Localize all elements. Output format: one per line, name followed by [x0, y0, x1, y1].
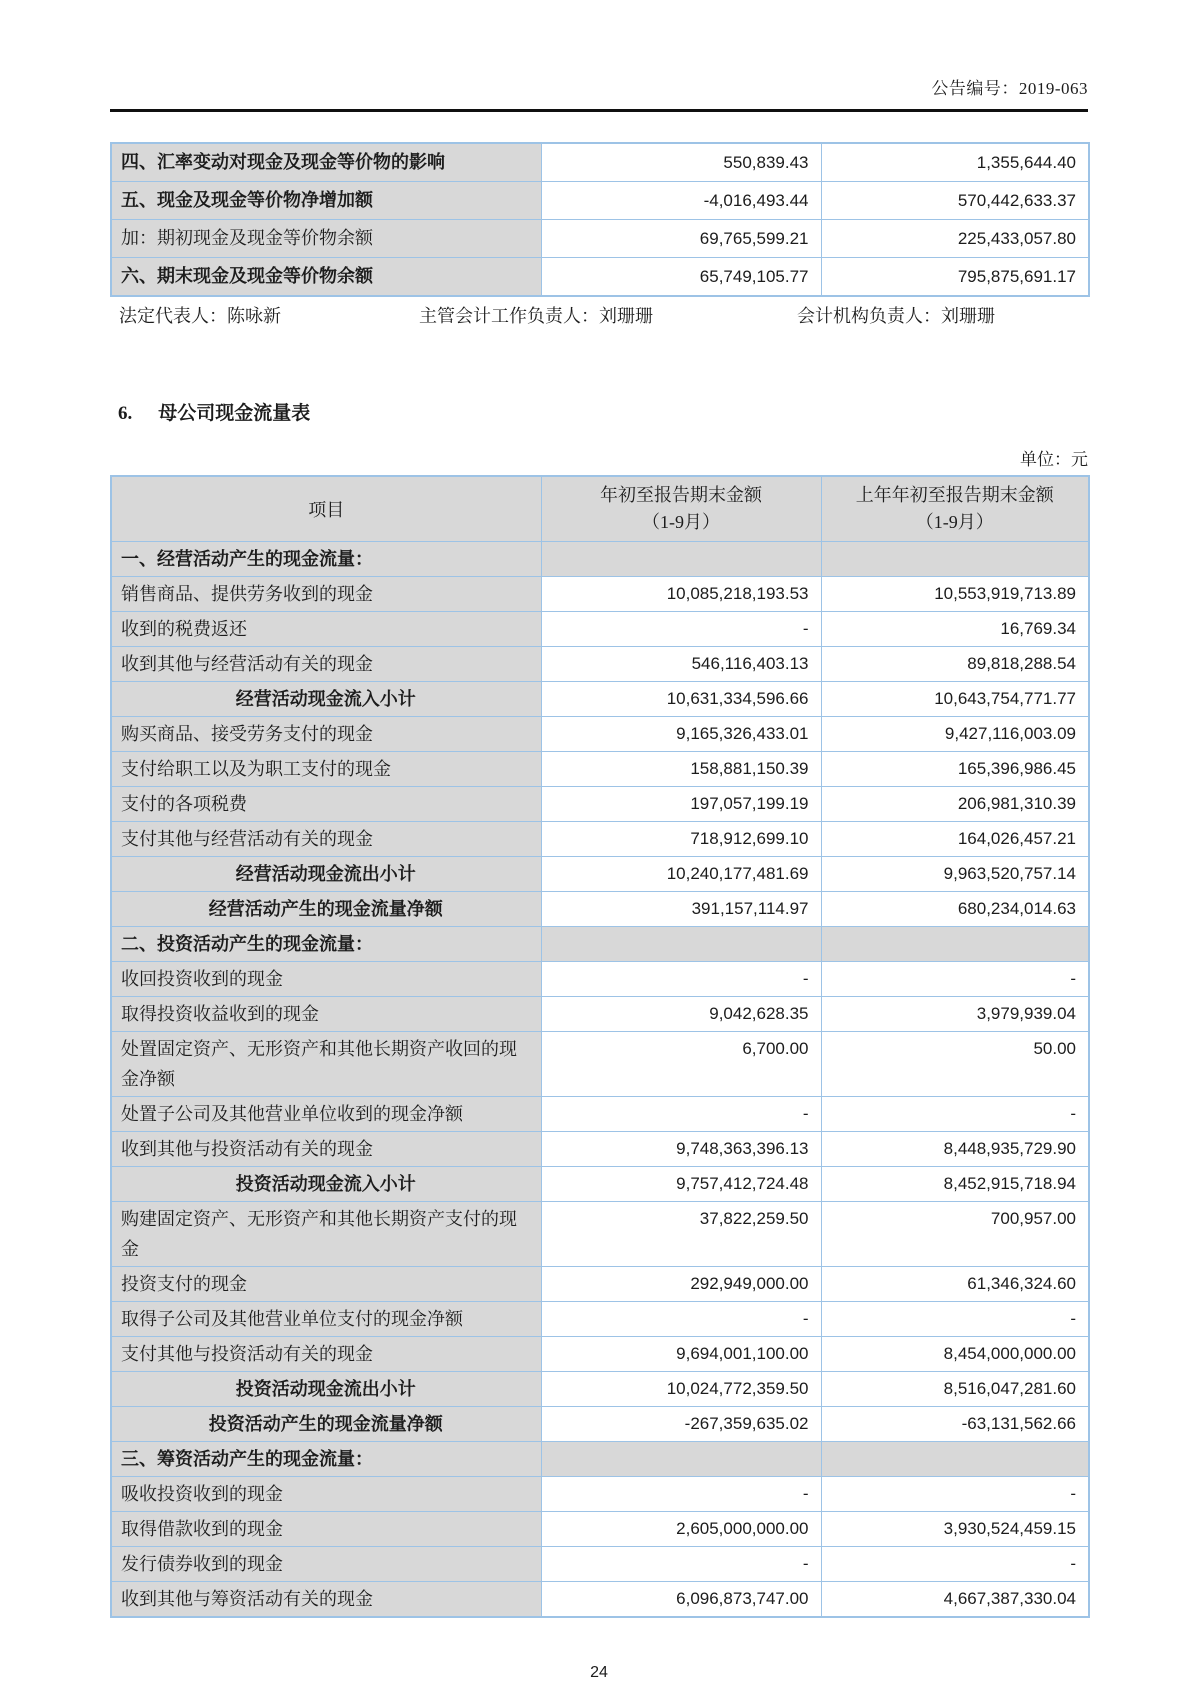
value-prior-period: 9,427,116,003.09 [821, 717, 1089, 752]
value-current-period: 37,822,259.50 [541, 1202, 821, 1267]
value-prior-period: 10,643,754,771.77 [821, 682, 1089, 717]
section-number: 6. [118, 403, 133, 424]
row-label: 吸收投资收到的现金 [111, 1477, 541, 1512]
table-row [111, 752, 1089, 787]
value-prior-period: 700,957.00 [821, 1202, 1089, 1267]
value-prior-period: 1,355,644.40 [821, 143, 1089, 182]
column-header-prior-period: 上年年初至报告期末金额 （1-9月） [821, 476, 1089, 542]
table-row [111, 143, 1089, 182]
unit-label: 单位：元 [1020, 450, 1088, 469]
row-label: 购买商品、接受劳务支付的现金 [111, 717, 541, 752]
value-current-period: 391,157,114.97 [541, 892, 821, 927]
value-current-period: 6,700.00 [541, 1032, 821, 1097]
value-current-period: 10,024,772,359.50 [541, 1372, 821, 1407]
value-prior-period: - [821, 1302, 1089, 1337]
row-label: 支付其他与投资活动有关的现金 [111, 1337, 541, 1372]
row-label: 投资活动现金流入小计 [111, 1167, 541, 1202]
table-row [111, 927, 1089, 962]
table-row [111, 182, 1089, 220]
row-label: 收到其他与筹资活动有关的现金 [111, 1582, 541, 1618]
table-row [111, 857, 1089, 892]
value-prior-period: 225,433,057.80 [821, 220, 1089, 258]
row-label: 收到的税费返还 [111, 612, 541, 647]
value-current-period: 158,881,150.39 [541, 752, 821, 787]
header-divider [110, 109, 1088, 112]
row-label: 销售商品、提供劳务收到的现金 [111, 577, 541, 612]
value-current-period [541, 1442, 821, 1477]
table-row [111, 1097, 1089, 1132]
value-prior-period [821, 542, 1089, 577]
row-label: 支付其他与经营活动有关的现金 [111, 822, 541, 857]
value-prior-period: 10,553,919,713.89 [821, 577, 1089, 612]
value-prior-period: - [821, 1097, 1089, 1132]
row-label: 经营活动现金流出小计 [111, 857, 541, 892]
value-prior-period: 89,818,288.54 [821, 647, 1089, 682]
table-row [111, 542, 1089, 577]
row-label: 四、汇率变动对现金及现金等价物的影响 [111, 143, 541, 182]
legal-representative: 法定代表人：陈咏新 [119, 306, 281, 326]
table-row [111, 1267, 1089, 1302]
table-row [111, 1582, 1089, 1618]
table-row [111, 220, 1089, 258]
table-row [111, 1372, 1089, 1407]
value-current-period: 10,631,334,596.66 [541, 682, 821, 717]
value-current-period: 10,085,218,193.53 [541, 577, 821, 612]
row-label: 取得投资收益收到的现金 [111, 997, 541, 1032]
row-label: 取得子公司及其他营业单位支付的现金净额 [111, 1302, 541, 1337]
table-row [111, 577, 1089, 612]
table-row [111, 717, 1089, 752]
row-label: 收到其他与投资活动有关的现金 [111, 1132, 541, 1167]
value-current-period: 292,949,000.00 [541, 1267, 821, 1302]
value-current-period [541, 542, 821, 577]
value-prior-period: - [821, 1477, 1089, 1512]
value-current-period: 546,116,403.13 [541, 647, 821, 682]
value-prior-period: 8,452,915,718.94 [821, 1167, 1089, 1202]
value-current-period: 2,605,000,000.00 [541, 1512, 821, 1547]
value-prior-period: 50.00 [821, 1032, 1089, 1097]
value-prior-period: 3,979,939.04 [821, 997, 1089, 1032]
table-row [111, 1337, 1089, 1372]
table-header-row [111, 476, 1089, 542]
value-prior-period: 4,667,387,330.04 [821, 1582, 1089, 1618]
cash-summary-table [110, 142, 1090, 297]
row-label: 处置子公司及其他营业单位收到的现金净额 [111, 1097, 541, 1132]
table-row [111, 1477, 1089, 1512]
value-current-period: 9,757,412,724.48 [541, 1167, 821, 1202]
table-row [111, 682, 1089, 717]
value-current-period: 550,839.43 [541, 143, 821, 182]
value-prior-period: 16,769.34 [821, 612, 1089, 647]
row-label: 收回投资收到的现金 [111, 962, 541, 997]
value-current-period: 69,765,599.21 [541, 220, 821, 258]
row-label: 发行债券收到的现金 [111, 1547, 541, 1582]
row-label: 处置固定资产、无形资产和其他长期资产收回的现金净额 [111, 1032, 541, 1097]
value-current-period: -4,016,493.44 [541, 182, 821, 220]
value-prior-period: 8,448,935,729.90 [821, 1132, 1089, 1167]
value-current-period: 10,240,177,481.69 [541, 857, 821, 892]
value-prior-period: - [821, 1547, 1089, 1582]
table-row [111, 1302, 1089, 1337]
table-row [111, 962, 1089, 997]
row-label: 加：期初现金及现金等价物余额 [111, 220, 541, 258]
table-row [111, 892, 1089, 927]
value-prior-period: 680,234,014.63 [821, 892, 1089, 927]
table-row [111, 1032, 1089, 1097]
signature-line [110, 304, 1088, 328]
row-label: 经营活动产生的现金流量净额 [111, 892, 541, 927]
row-label: 投资活动现金流出小计 [111, 1372, 541, 1407]
column-header-current-period: 年初至报告期末金额 （1-9月） [541, 476, 821, 542]
column-header-item: 项目 [111, 476, 541, 542]
value-prior-period [821, 1442, 1089, 1477]
announcement-number: 公告编号：2019-063 [931, 79, 1088, 98]
value-current-period: 718,912,699.10 [541, 822, 821, 857]
value-prior-period: 61,346,324.60 [821, 1267, 1089, 1302]
row-label: 五、现金及现金等价物净增加额 [111, 182, 541, 220]
value-current-period: 9,748,363,396.13 [541, 1132, 821, 1167]
value-current-period: - [541, 1477, 821, 1512]
value-prior-period: 9,963,520,757.14 [821, 857, 1089, 892]
value-prior-period: 206,981,310.39 [821, 787, 1089, 822]
value-current-period: - [541, 1097, 821, 1132]
value-current-period: 65,749,105.77 [541, 258, 821, 297]
value-prior-period: 570,442,633.37 [821, 182, 1089, 220]
section-title: 母公司现金流量表 [158, 403, 311, 424]
row-label: 支付的各项税费 [111, 787, 541, 822]
accounting-org-head: 会计机构负责人：刘珊珊 [797, 306, 995, 326]
value-current-period: 6,096,873,747.00 [541, 1582, 821, 1618]
row-label: 投资活动产生的现金流量净额 [111, 1407, 541, 1442]
value-prior-period: 795,875,691.17 [821, 258, 1089, 297]
value-prior-period [821, 927, 1089, 962]
table-row [111, 787, 1089, 822]
table-row [111, 1407, 1089, 1442]
table-row [111, 647, 1089, 682]
table-row [111, 1442, 1089, 1477]
value-current-period: 9,165,326,433.01 [541, 717, 821, 752]
value-prior-period: 3,930,524,459.15 [821, 1512, 1089, 1547]
table-row [111, 258, 1089, 297]
table-row [111, 1547, 1089, 1582]
table-row [111, 1512, 1089, 1547]
value-current-period: - [541, 962, 821, 997]
row-label: 投资支付的现金 [111, 1267, 541, 1302]
value-prior-period: 165,396,986.45 [821, 752, 1089, 787]
value-current-period: - [541, 1547, 821, 1582]
table-row [111, 612, 1089, 647]
value-current-period [541, 927, 821, 962]
page-number: 24 [590, 1664, 608, 1681]
value-current-period: -267,359,635.02 [541, 1407, 821, 1442]
value-current-period: 197,057,199.19 [541, 787, 821, 822]
table-row [111, 1132, 1089, 1167]
value-prior-period: -63,131,562.66 [821, 1407, 1089, 1442]
row-label: 购建固定资产、无形资产和其他长期资产支付的现金 [111, 1202, 541, 1267]
row-label: 二、投资活动产生的现金流量： [111, 927, 541, 962]
table-row [111, 822, 1089, 857]
value-prior-period: 164,026,457.21 [821, 822, 1089, 857]
section-heading [110, 402, 1088, 426]
table-row [111, 1202, 1089, 1267]
row-label: 经营活动现金流入小计 [111, 682, 541, 717]
value-current-period: 9,042,628.35 [541, 997, 821, 1032]
value-prior-period: - [821, 962, 1089, 997]
chief-accountant: 主管会计工作负责人：刘珊珊 [419, 306, 653, 326]
table-row [111, 1167, 1089, 1202]
value-current-period: 9,694,001,100.00 [541, 1337, 821, 1372]
value-current-period: - [541, 1302, 821, 1337]
row-label: 支付给职工以及为职工支付的现金 [111, 752, 541, 787]
row-label: 三、筹资活动产生的现金流量： [111, 1442, 541, 1477]
row-label: 取得借款收到的现金 [111, 1512, 541, 1547]
row-label: 收到其他与经营活动有关的现金 [111, 647, 541, 682]
row-label: 六、期末现金及现金等价物余额 [111, 258, 541, 297]
row-label: 一、经营活动产生的现金流量： [111, 542, 541, 577]
value-current-period: - [541, 612, 821, 647]
table-row [111, 997, 1089, 1032]
value-prior-period: 8,516,047,281.60 [821, 1372, 1089, 1407]
value-prior-period: 8,454,000,000.00 [821, 1337, 1089, 1372]
parent-cashflow-table [110, 475, 1090, 1618]
